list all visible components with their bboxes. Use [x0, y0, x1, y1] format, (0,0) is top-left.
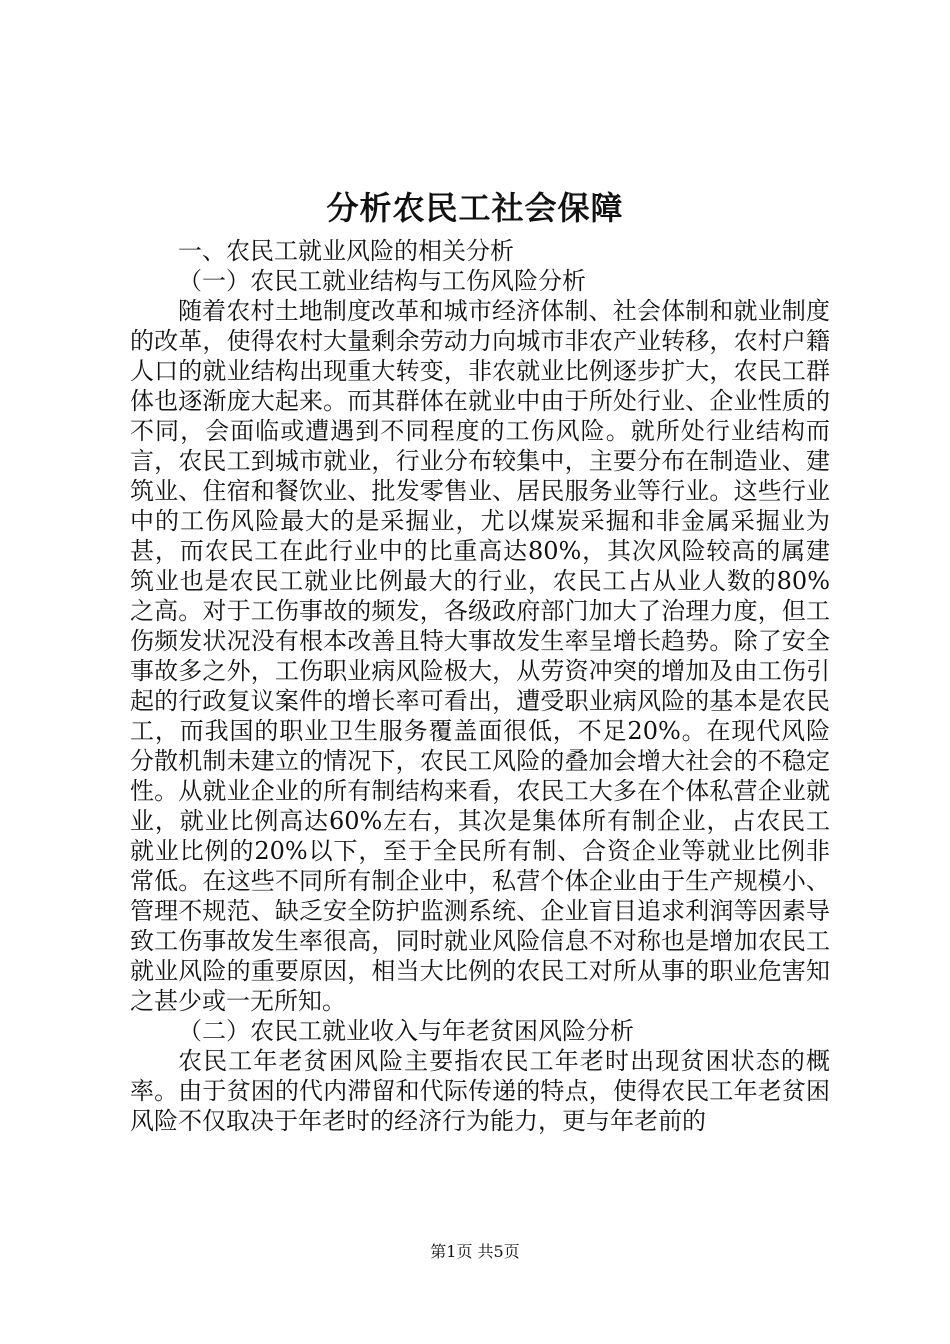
section-heading: 一、农民工就业风险的相关分析: [178, 237, 514, 265]
document-body: [130, 236, 830, 1136]
document-title: 分析农民工社会保障: [326, 189, 624, 227]
subsection-heading: （二）农民工就业收入与年老贫困风险分析: [178, 1017, 634, 1045]
body-paragraph: 农民工年老贫困风险主要指农民工年老时出现贫困状态的概率。由于贫困的代内滞留和代际传递的特点，使得农民工年老贫困风险不仅取决于年老时的经济行为能力，更与年老前的: [130, 1047, 830, 1135]
subsection-heading: （一）农民工就业结构与工伤风险分析: [178, 267, 586, 295]
page-footer: 第1页 共5页: [430, 1242, 520, 1261]
body-paragraph: 随着农村土地制度改革和城市经济体制、社会体制和就业制度的改革，使得农村大量剩余劳动力向城市非农产业转移，农村户籍人口的就业结构出现重大转变，非农就业比例逐步扩大，农民工群体也逐渐庞大起来。而其群体在就业中由于所处行业、企业性质的不同，会面临或遭遇到不同程度的工伤风险。就所处行业结构而言，农民工到城市就业，行业分布较集中，主要分布在制造业、建筑业、住宿和餐饮业、批发零售业、居民服务业等行业。这些行业中的工伤风险最大的是采掘业，尤以煤炭采掘和非金属采掘业为甚，而农民工在此行业中的比重高达80%，其次风险较高的属建筑业也是农民工就业比例最大的行业，农民工占从业人数的80%之高。对于工伤事故的频发，各级政府部门加大了治理力度，但工伤频发状况没有根本改善且特大事故发生率呈增长趋势。除了安全事故多之外，工伤职业病风险极大，从劳资冲突的增加及由工伤引起的行政复议案件的增长率可看出，遭受职业病风险的基本是农民工，而我国的职业卫生服务覆盖面很低，不足20%。在现代风险分散机制未建立的情况下，农民工风险的叠加会增大社会的不稳定性。从就业企业的所有制结构来看，农民工大多在个体私营企业就业，就业比例高达60%左右，其次是集体所有制企业，占农民工就业比例的20%以下，至于全民所有制、合资企业等就业比例非常低。在这些不同所有制企业中，私营个体企业由于生产规模小、管理不规范、缺乏安全防护监测系统、企业盲目追求利润等因素导致工伤事故发生率很高，同时就业风险信息不对称也是增加农民工就业风险的重要原因，相当大比例的农民工对所从事的职业危害知之甚少或一无所知。: [130, 297, 830, 1015]
